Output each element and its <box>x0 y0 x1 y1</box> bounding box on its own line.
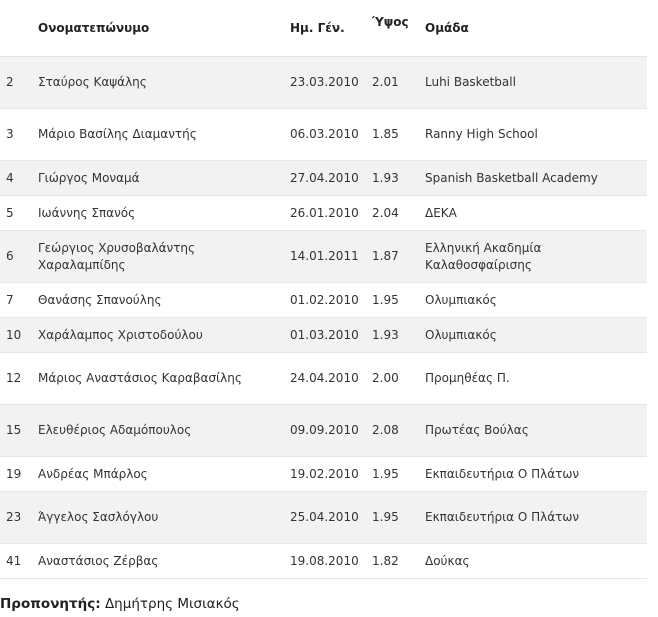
player-birth-date: 01.02.2010 <box>284 283 366 318</box>
coach-separator: : <box>95 596 101 612</box>
header-name: Ονοματεπώνυμο <box>32 0 284 57</box>
header-height: Ύψος <box>366 0 419 57</box>
table-row <box>0 283 647 318</box>
player-number: 7 <box>0 283 32 318</box>
player-name: Σταύρος Καψάλης <box>32 57 284 109</box>
player-number: 6 <box>0 231 32 283</box>
player-height: 1.85 <box>366 109 419 161</box>
player-birth-date: 23.03.2010 <box>284 57 366 109</box>
player-birth-date: 26.01.2010 <box>284 196 366 231</box>
player-birth-date: 09.09.2010 <box>284 405 366 457</box>
player-height: 1.95 <box>366 283 419 318</box>
coach-label: Προπονητής <box>0 596 96 612</box>
table-row <box>0 161 647 196</box>
player-name: Γεώργιος Χρυσοβαλάντης Χαραλαμπίδης <box>32 231 284 283</box>
player-birth-date: 19.08.2010 <box>284 544 366 579</box>
player-height: 2.00 <box>366 353 419 405</box>
player-name: Μάριο Βασίλης Διαμαντής <box>32 109 284 161</box>
player-team: Ranny High School <box>419 109 647 161</box>
roster-body <box>0 57 647 579</box>
player-height: 2.01 <box>366 57 419 109</box>
player-birth-date: 24.04.2010 <box>284 353 366 405</box>
player-team: Ελληνική Ακαδημία Καλαθοσφαίρισης <box>419 231 647 283</box>
player-number: 2 <box>0 57 32 109</box>
player-number: 19 <box>0 457 32 492</box>
player-birth-date: 19.02.2010 <box>284 457 366 492</box>
player-number: 5 <box>0 196 32 231</box>
player-team: Εκπαιδευτήρια Ο Πλάτων <box>419 457 647 492</box>
player-team: Δούκας <box>419 544 647 579</box>
player-team: Luhi Basketball <box>419 57 647 109</box>
player-team: Εκπαιδευτήρια Ο Πλάτων <box>419 492 647 544</box>
player-name: Χαράλαμπος Χριστοδούλου <box>32 318 284 353</box>
player-height: 2.04 <box>366 196 419 231</box>
table-row <box>0 318 647 353</box>
player-birth-date: 06.03.2010 <box>284 109 366 161</box>
player-name: Γιώργος Μοναμά <box>32 161 284 196</box>
player-team: Πρωτέας Βούλας <box>419 405 647 457</box>
table-row <box>0 457 647 492</box>
player-height: 1.95 <box>366 492 419 544</box>
table-row <box>0 405 647 457</box>
table-row <box>0 492 647 544</box>
player-height: 1.93 <box>366 318 419 353</box>
player-team: Spanish Basketball Academy <box>419 161 647 196</box>
player-birth-date: 01.03.2010 <box>284 318 366 353</box>
player-birth-date: 27.04.2010 <box>284 161 366 196</box>
header-row <box>0 0 647 57</box>
player-number: 23 <box>0 492 32 544</box>
player-number: 4 <box>0 161 32 196</box>
player-team: Προμηθέας Π. <box>419 353 647 405</box>
player-number: 10 <box>0 318 32 353</box>
coach-name: Δημήτρης Μισιακός <box>104 596 240 612</box>
table-row <box>0 109 647 161</box>
player-team: Ολυμπιακός <box>419 318 647 353</box>
player-name: Ιωάννης Σπανός <box>32 196 284 231</box>
player-team: ΔΕΚΑ <box>419 196 647 231</box>
player-height: 1.82 <box>366 544 419 579</box>
player-name: Θανάσης Σπανούλης <box>32 283 284 318</box>
player-height: 1.93 <box>366 161 419 196</box>
table-row <box>0 353 647 405</box>
player-name: Άγγελος Σασλόγλου <box>32 492 284 544</box>
player-name: Αναστάσιος Ζέρβας <box>32 544 284 579</box>
table-row <box>0 544 647 579</box>
table-row <box>0 231 647 283</box>
player-height: 2.08 <box>366 405 419 457</box>
coach-line <box>0 596 240 612</box>
player-number: 12 <box>0 353 32 405</box>
player-birth-date: 25.04.2010 <box>284 492 366 544</box>
player-name: Ελευθέριος Αδαμόπουλος <box>32 405 284 457</box>
header-birth-date: Ημ. Γέν. <box>284 0 366 57</box>
player-number: 41 <box>0 544 32 579</box>
player-height: 1.87 <box>366 231 419 283</box>
roster-header <box>0 0 647 57</box>
player-number: 3 <box>0 109 32 161</box>
player-team: Ολυμπιακός <box>419 283 647 318</box>
table-row <box>0 196 647 231</box>
header-number <box>0 0 32 57</box>
header-team: Ομάδα <box>419 0 647 57</box>
table-row <box>0 57 647 109</box>
player-number: 15 <box>0 405 32 457</box>
player-name: Ανδρέας Μπάρλος <box>32 457 284 492</box>
player-height: 1.95 <box>366 457 419 492</box>
player-birth-date: 14.01.2011 <box>284 231 366 283</box>
player-name: Μάριος Αναστάσιος Καραβασίλης <box>32 353 284 405</box>
